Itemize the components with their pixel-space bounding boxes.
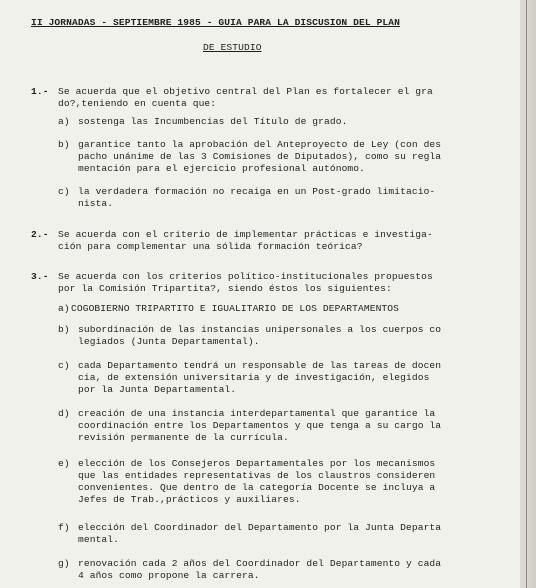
sub-text: elección del Coordinador del Departamento por la Junta Departa <box>78 522 442 533</box>
sub-letter: g) <box>58 558 70 569</box>
sub-text: 4 años como propone la carrera. <box>78 570 260 581</box>
item-number: 2.- <box>31 229 49 240</box>
sub-letter: d) <box>58 408 70 419</box>
sub-text: la verdadera formación no recaiga en un Post-grado limitacio- <box>78 186 436 197</box>
item-text: Se acuerda con el criterio de implementar prácticas e investiga- <box>58 229 433 240</box>
item-text: por la Comisión Tripartita?, siendo éstos los siguientes: <box>58 283 392 294</box>
sub-text: coordinación entre los Departamentos y que tenga a su cargo la <box>78 420 442 431</box>
sub-text: por la Junta Departamental. <box>78 384 237 395</box>
sub-letter: b) <box>58 324 70 335</box>
sub-text: revisión permanente de la currícula. <box>78 432 289 443</box>
sub-text: que las entidades representativas de los claustros consideren <box>78 470 436 481</box>
sub-text: garantice tanto la aprobación del Anteproyecto de Ley (con des <box>78 139 442 150</box>
page-edge-line <box>526 0 527 588</box>
sub-text: mental. <box>78 534 120 545</box>
sub-letter: c) <box>58 360 70 371</box>
item-text: Se acuerda con los criterios político-institucionales propuestos <box>58 271 433 282</box>
sub-letter: c) <box>58 186 70 197</box>
sub-text: Jefes de Trab.,prácticos y auxiliares. <box>78 494 301 505</box>
sub-text: COGOBIERNO TRIPARTITO E IGUALITARIO DE LOS DEPARTAMENTOS <box>71 303 400 314</box>
sub-text: mentación para el ejercicio profesional autónomo. <box>78 163 366 174</box>
document-title: II JORNADAS - SEPTIEMBRE 1985 - GUIA PARA LA DISCUSION DEL PLAN <box>31 17 401 28</box>
item-text: Se acuerda que el objetivo central del Plan es fortalecer el gra <box>58 86 433 97</box>
sub-letter: a) <box>58 116 70 127</box>
sub-text: sostenga las Incumbencias del Título de grado. <box>78 116 348 127</box>
sub-text: convenientes. Que dentro de la categoría Docente se incluya a <box>78 482 436 493</box>
sub-text: subordinación de las instancias unipersonales a los cuerpos co <box>78 324 442 335</box>
sub-text: elección de los Consejeros Departamentales por los mecanismos <box>78 458 436 469</box>
item-number: 3.- <box>31 271 49 282</box>
item-text: do?,teniendo en cuenta que: <box>58 98 217 109</box>
sub-text: creación de una instancia interdepartamental que garantice la <box>78 408 436 419</box>
sub-text: legiados (Junta Departamental). <box>78 336 260 347</box>
sub-letter: e) <box>58 458 70 469</box>
page-edge <box>520 0 536 588</box>
sub-text: renovación cada 2 años del Coordinador del Departamento y cada <box>78 558 442 569</box>
sub-letter: a) <box>58 303 70 314</box>
sub-text: cada Departamento tendrá un responsable de las tareas de docen <box>78 360 442 371</box>
item-number: 1.- <box>31 86 49 97</box>
sub-text: cia, de extensión universitaria y de investigación, elegidos <box>78 372 430 383</box>
item-text: ción para complementar una sólida formación teórica? <box>58 241 363 252</box>
sub-text: nista. <box>78 198 114 209</box>
sub-text: pacho unánime de las 3 Comisiones de Diputados), como su regla <box>78 151 442 162</box>
sub-letter: b) <box>58 139 70 150</box>
document-title-continued: DE ESTUDIO <box>203 42 262 53</box>
sub-letter: f) <box>58 522 70 533</box>
